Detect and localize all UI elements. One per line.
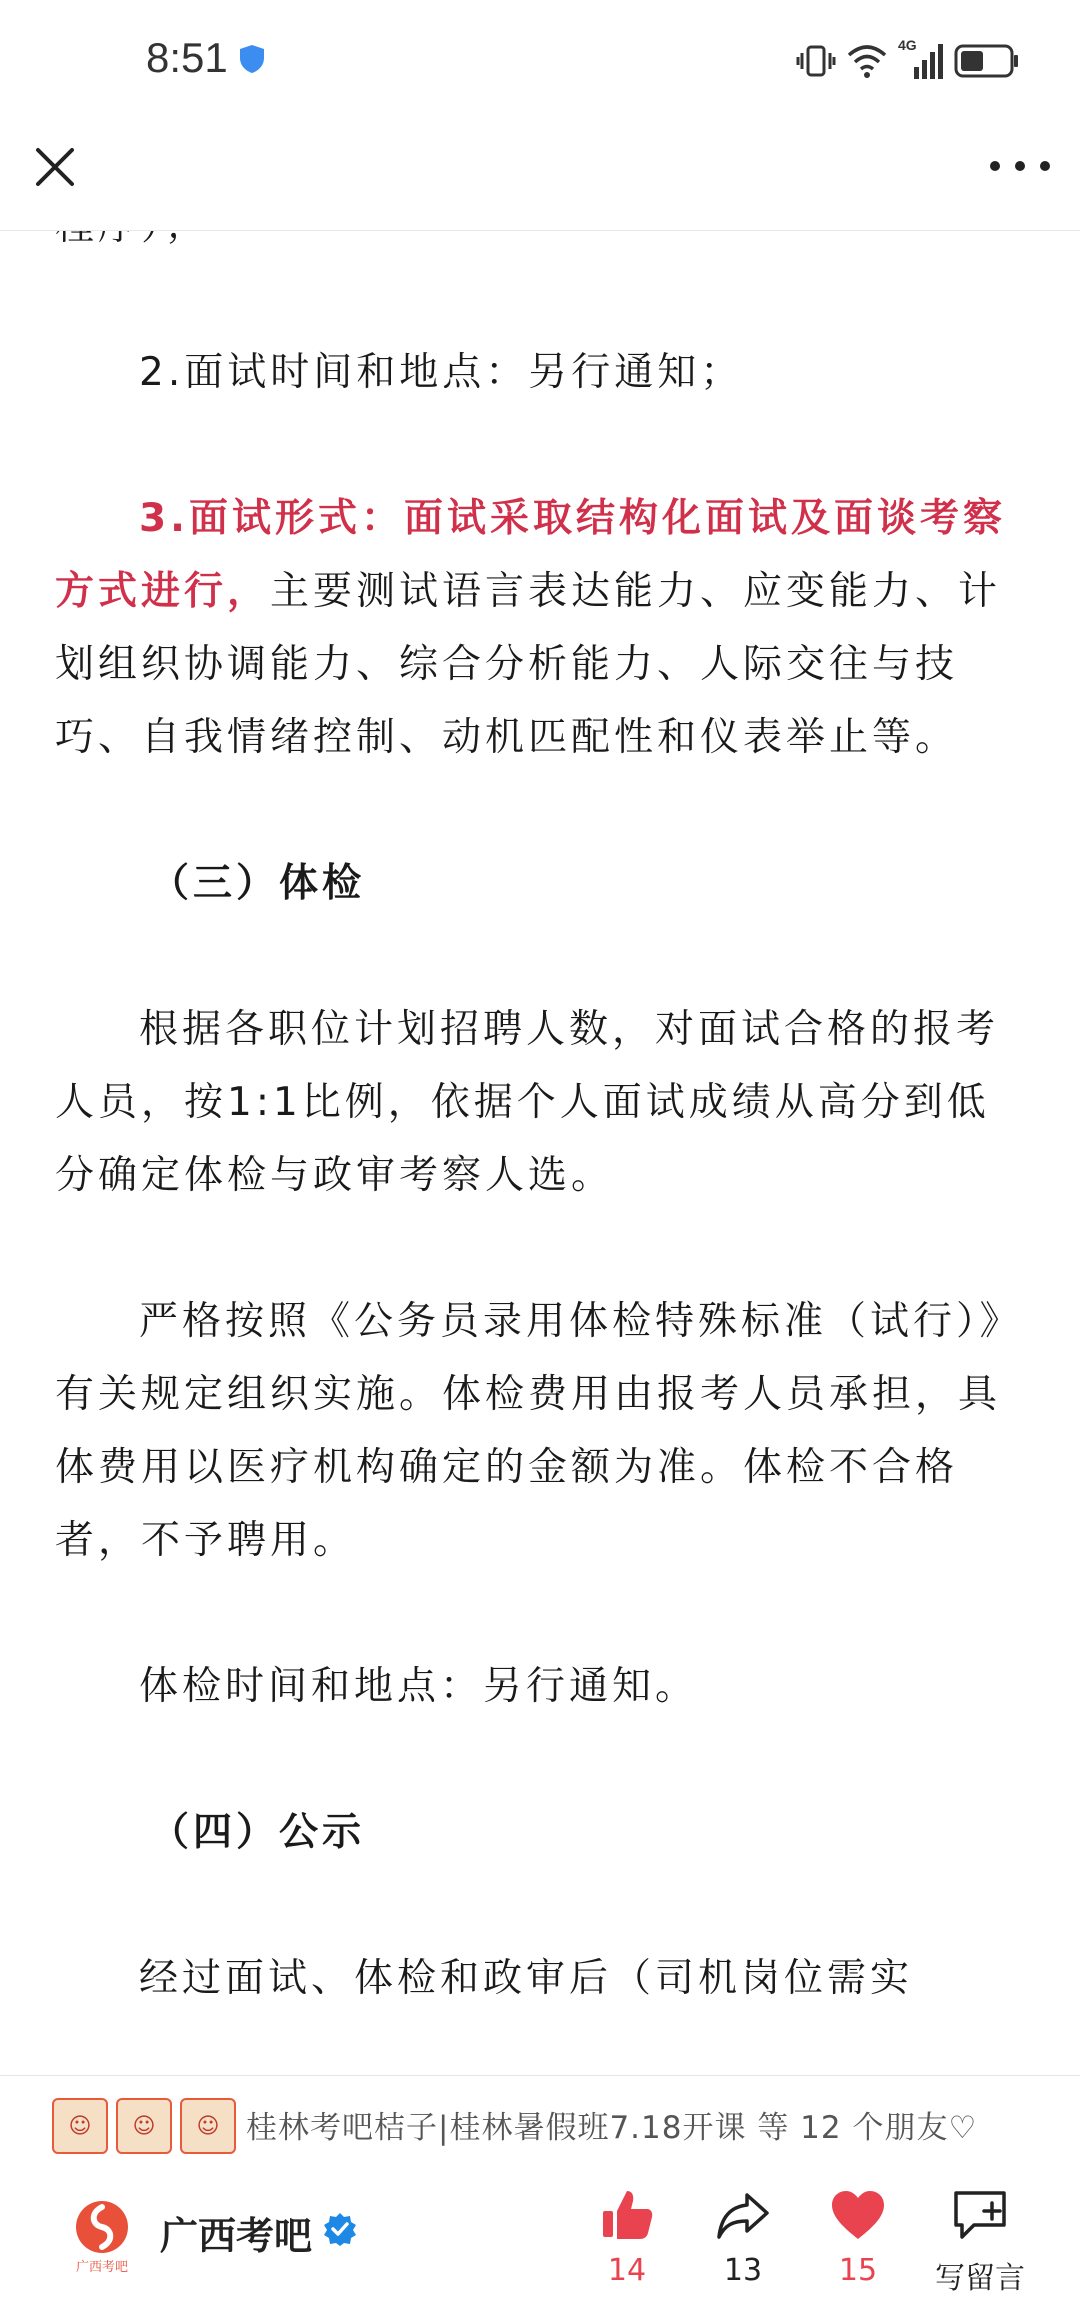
highlight-text: 3.面试形式：面试采取结构化面试及面谈考察方式进行， [55,496,1006,614]
paragraph-4: 根据各职位计划招聘人数，对面试合格的报考人员，按1:1比例，依据个人面试成绩从高分到低分确定体检与政审考察人选。 [55,1007,1000,1198]
section-heading-3: （三）体检 [150,861,366,906]
brand-name[interactable]: 广西考吧 [160,2214,313,2258]
share-button[interactable] [688,2183,798,2288]
avatar: ☺ [52,2098,108,2154]
comment-icon [952,2189,1008,2241]
more-dot [1040,161,1050,171]
status-bar [0,0,1080,120]
section-heading-4: （四）公示 [150,1810,366,1855]
status-icons [796,38,1020,84]
network-type: 4G [898,37,917,53]
close-icon[interactable] [30,142,80,192]
comment-label: 写留言 [935,2261,1025,2296]
shield-icon [238,44,266,74]
avatar: ☺ [180,2098,236,2154]
vibrate-icon [796,43,836,79]
brand-logo-caption: 广西考吧 [75,2260,129,2275]
paragraph-6: 体检时间和地点：另行通知。 [139,1664,699,1709]
bottom-action-bar [0,2165,1080,2310]
avatar: ☺ [116,2098,172,2154]
favorite-button[interactable] [803,2183,913,2288]
friends-text: 桂林考吧桔子|桂林暑假班7.18开课 等 12 个朋友♡ [246,2110,978,2146]
paragraph-2: 2.面试时间和地点：另行通知； [139,350,744,395]
comment-button[interactable] [920,2183,1040,2297]
more-icon[interactable] [990,146,1050,186]
paragraph-7: 经过面试、体检和政审后（司机岗位需实 [139,1956,914,2001]
battery-icon [954,44,1020,78]
signal-icon [898,37,944,81]
heart-count: 15 [838,2253,878,2288]
article-body [55,190,1025,2015]
like-button[interactable] [572,2183,682,2288]
paragraph-5: 严格按照《公务员录用体检特殊标准（试行）》有关规定组织实施。体检费用由报考人员承担，具体费用以医疗机构确定的金额为准。体检不合格者，不予聘用。 [55,1299,1023,1563]
more-dot [990,161,1000,171]
top-nav-bar [0,120,1080,231]
status-time: 8:51 [146,34,228,81]
verified-icon [322,2211,358,2247]
share-count: 13 [723,2253,763,2288]
brand-logo[interactable] [62,2195,142,2275]
like-count: 14 [607,2253,647,2288]
heart-icon [830,2189,886,2241]
friends-bar[interactable] [0,2075,1080,2166]
friend-avatars [52,2098,236,2154]
wifi-icon [846,43,888,79]
thumbs-up-icon [599,2187,655,2243]
paragraph-3-text: 主要测试语言表达能力、应变能力、计划组织协调能力、综合分析能力、人际交往与技巧、自我情绪控制、动机匹配性和仪表举止等。 [55,569,1002,760]
paragraph-3 [55,482,1025,774]
more-dot [1015,161,1025,171]
share-icon [715,2187,771,2243]
